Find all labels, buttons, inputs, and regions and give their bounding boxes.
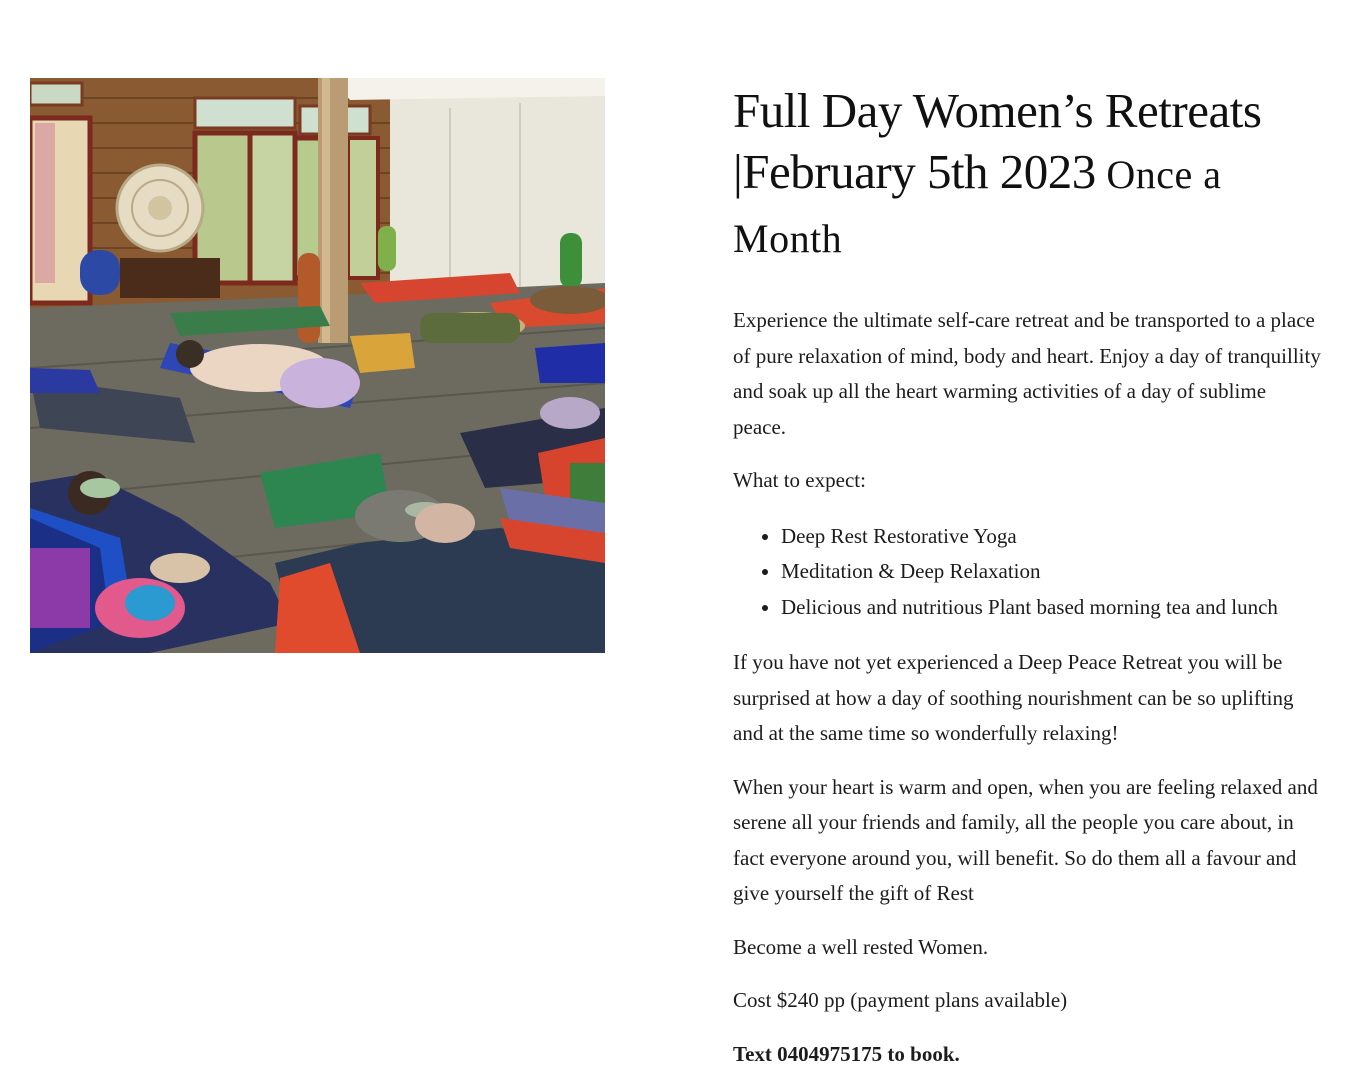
list-item: • Delicious and nutritious Plant based morning tea and lunch [781,590,1323,626]
title-line-1: Full Day Women’s Retreats [733,83,1262,138]
expect-list [733,519,1323,626]
title-line-2: |February 5th 2023 [733,144,1096,199]
list-item: • Deep Rest Restorative Yoga [781,519,1323,555]
intro-paragraph: Experience the ultimate self-care retreat and be transported to a place of pure relaxation of mind, body and heart. Enjoy a day of tranquillity and soak up all the heart warming activities of a day of sublime peace. [733,308,1321,439]
heart-paragraph: When your heart is warm and open, when you are feeling relaxed and serene all your friends and family, all the people you care about, in fact everyone around you, will benefit. So do them all a favour and give yourself the gift of Rest [733,774,1318,905]
experience-paragraph: If you have not yet experienced a Deep Peace Retreat you will be surprised at how a day of soothing nourishment can be so uplifting and at the same time so wonderfully relaxing! [733,650,1294,745]
title-line-3: Month [733,216,843,261]
rested-paragraph: Become a well rested Women. [733,934,989,959]
title-line-2-suffix: Once a [1095,152,1222,197]
list-item: • Meditation & Deep Relaxation [781,554,1323,590]
retreat-photo [30,78,605,653]
expect-heading: What to expect: [733,468,866,492]
page-title [733,80,1323,269]
booking-paragraph: Text 0404975175 to book. [733,1041,960,1066]
retreat-description [733,80,1323,1072]
cost-paragraph: Cost $240 pp (payment plans available) [733,988,1068,1012]
retreat-photo-illustration [30,78,605,653]
